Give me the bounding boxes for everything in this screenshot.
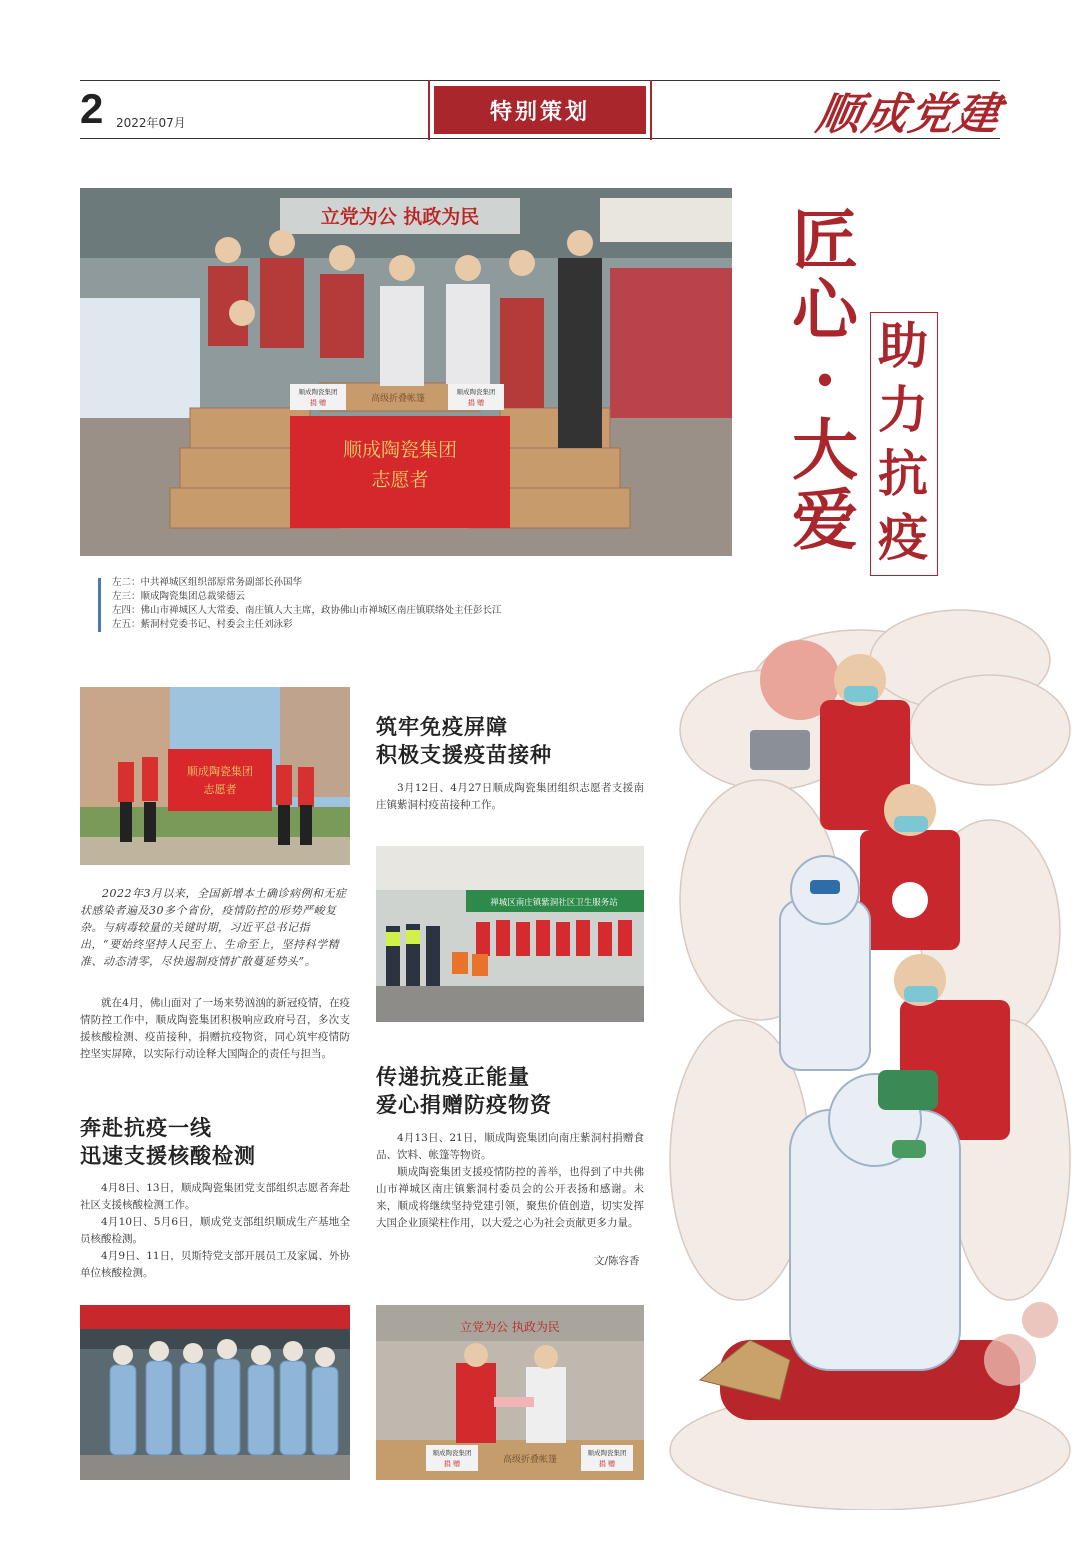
nucleic-test-photo — [80, 1305, 350, 1480]
title-char: 大 — [792, 411, 858, 489]
box-label-right: 顺成陶瓷集团 — [456, 388, 496, 396]
box-word-left: 捐 赠 — [309, 399, 327, 407]
title-char: 助 — [878, 316, 928, 375]
title-char: · — [813, 341, 837, 419]
box-word-right: 捐 赠 — [598, 1460, 616, 1468]
feature-title-line2 — [870, 314, 936, 570]
photo-banner: 立党为公 执政为民 — [460, 1320, 560, 1334]
paragraph: 4月13日、21日，顺成陶瓷集团向南庄紫洞村捐赠食品、饮料、帐篷等物资。 — [376, 1132, 644, 1161]
box-print: 高级折叠帐篷 — [370, 394, 426, 404]
headline-testing — [80, 1114, 360, 1170]
paragraph: 4月9日、11日，贝斯特党支部开展员工及家属、外协单位核酸检测。 — [80, 1250, 350, 1279]
paragraph: 4月10日、5月6日，顺成党支部组织顺成生产基地全员核酸检测。 — [80, 1216, 350, 1245]
main-photo — [80, 188, 732, 556]
flag-line1: 顺成陶瓷集团 — [342, 439, 458, 461]
box-label-left: 顺成陶瓷集团 — [298, 388, 338, 396]
photo-flag-line1: 顺成陶瓷集团 — [187, 765, 253, 778]
flag-line2: 志愿者 — [371, 469, 429, 491]
volunteers-photo — [80, 687, 350, 865]
headline-line: 传递抗疫正能量 — [376, 1064, 530, 1089]
issue-date: 2022年07月 — [116, 116, 186, 130]
title-char: 心 — [792, 271, 858, 349]
headline-donation — [376, 1063, 656, 1119]
caption-line: 左四：佛山市禅城区人大常委、南庄镇人大主席，政协佛山市禅城区南庄镇联络处主任彭长江 — [112, 605, 502, 616]
box-word-left: 捐 赠 — [443, 1460, 461, 1468]
box-label-right: 顺成陶瓷集团 — [587, 1449, 627, 1457]
headline-line: 迅速支援核酸检测 — [80, 1143, 256, 1168]
title-char: 力 — [878, 380, 928, 439]
testing-items — [80, 1180, 350, 1282]
feature-title-line1 — [785, 201, 865, 559]
title-char: 抗 — [878, 444, 928, 503]
title-char: 匠 — [792, 201, 858, 279]
paragraph: 4月8日、13日，顺成陶瓷集团党支部组织志愿者奔赴社区支援核酸检测工作。 — [80, 1182, 350, 1211]
intro-paragraph: 2022年3月以来，全国新增本土确诊病例和无症状感染者遍及30多个省份，疫情防控的形势严峻复杂。与病毒较量的关键时期，习近平总书记指出，“要始终坚持人民至上、生命至上，坚持科学精准、动态清零，尽快遏制疫情扩散蔓延势头”。 — [80, 887, 347, 968]
page-number: 2 — [80, 85, 104, 132]
title-char: 爱 — [792, 481, 858, 559]
caption-line: 左五：紫洞村党委书记、村委会主任刘泳彩 — [112, 619, 293, 630]
brand-logo: 顺成党建 — [812, 89, 1006, 140]
author-credit: 文/陈容香 — [594, 1255, 640, 1267]
title-char: 疫 — [878, 508, 928, 567]
donation-text — [376, 1130, 644, 1232]
caption-bar — [98, 578, 101, 632]
headline-vaccine — [376, 713, 656, 769]
vaccine-text — [376, 780, 644, 814]
headline-line: 筑牢免疫屏障 — [376, 714, 508, 739]
caption-line: 左三：顺成陶瓷集团总裁梁德云 — [112, 591, 246, 602]
section-label: 特别策划 — [434, 86, 646, 134]
box-word-right: 捐 赠 — [467, 399, 485, 407]
paragraph: 顺成陶瓷集团支援疫情防控的善举，也得到了中共佛山市禅城区南庄镇紫洞村委员会的公开表扬和感谢。未来，顺成将继续坚持党建引领，聚焦价值创造，切实发挥大国企业顶梁柱作用，以大爱之心为社会贡献更多力量。 — [376, 1166, 644, 1229]
volunteers-illustration — [660, 600, 1080, 1510]
photo-sign: 禅城区南庄镇紫洞社区卫生服务站 — [490, 898, 618, 908]
paragraph: 3月12日、4月27日顺成陶瓷集团组织志愿者支援南庄镇紫洞村疫苗接种工作。 — [376, 782, 644, 811]
photo-caption — [112, 576, 502, 632]
paragraph: 就在4月，佛山面对了一场来势汹汹的新冠疫情，在疫情防控工作中，顺成陶瓷集团积极响应政府号召，多次支援核酸检测、疫苗接种，捐赠抗疫物资，同心筑牢疫情防控坚实屏障，以实际行动诠释大国陶企的责任与担当。 — [80, 997, 350, 1060]
headline-line: 积极支援疫苗接种 — [376, 742, 552, 767]
photo-flag-line2: 志愿者 — [203, 783, 237, 796]
caption-line: 左二：中共禅城区组织部原常务副部长孙国华 — [112, 577, 303, 588]
vaccine-photo — [376, 846, 644, 1022]
box-print: 高级折叠帐篷 — [502, 1455, 558, 1465]
body-paragraph — [80, 995, 350, 1063]
box-label-left: 顺成陶瓷集团 — [432, 1449, 472, 1457]
headline-line: 奔赴抗疫一线 — [80, 1115, 212, 1140]
banner-text: 立党为公 执政为民 — [320, 206, 480, 228]
headline-line: 爱心捐赠防疫物资 — [376, 1092, 552, 1117]
donation-photo — [376, 1305, 644, 1480]
